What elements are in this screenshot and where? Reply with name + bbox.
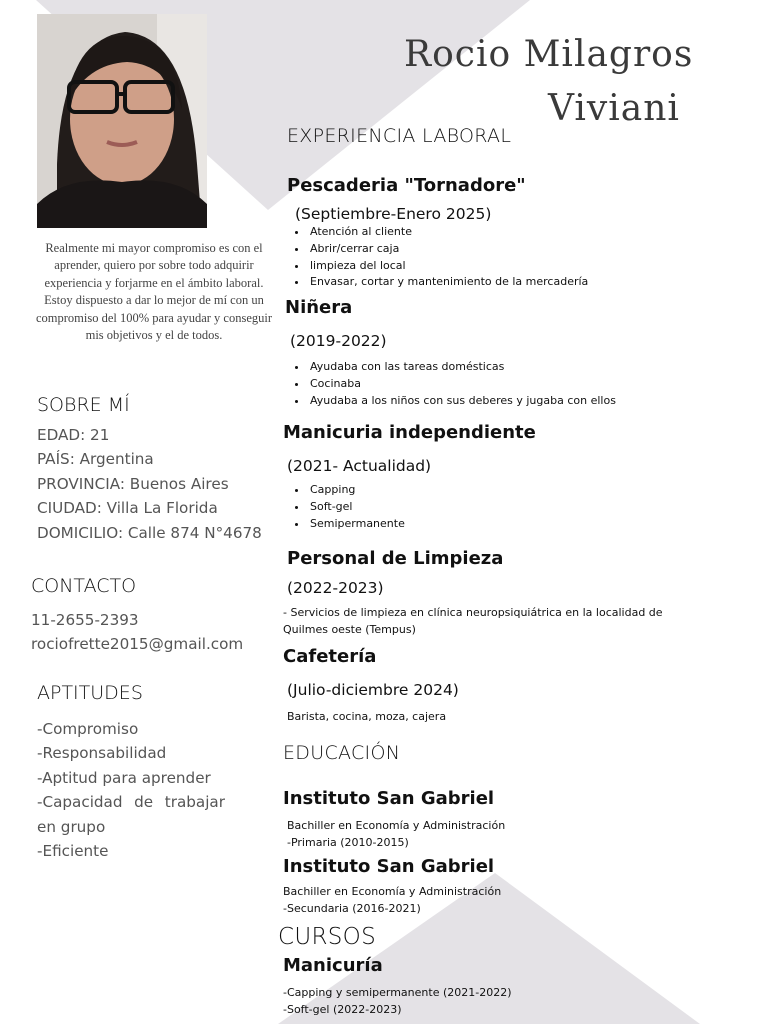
profile-photo <box>37 14 207 228</box>
job-duties-list <box>286 224 588 291</box>
educacion-title: EDUCACIÓN <box>283 742 401 764</box>
contacto-title: CONTACTO <box>31 575 137 597</box>
job-period: (Septiembre-Enero 2025) <box>295 205 492 223</box>
list-item: • Ayudaba con las tareas domésticas <box>308 359 616 376</box>
sobre-mi-details <box>37 423 262 545</box>
aptitude-item: -Compromiso <box>37 720 139 738</box>
list-item: • Ayudaba a los niños con sus deberes y jugaba con ellos <box>308 393 616 410</box>
list-item: • Atención al cliente <box>308 224 588 241</box>
aptitudes-list <box>37 717 225 863</box>
aptitude-item: en grupo <box>37 817 106 836</box>
list-item: • Soft-gel <box>308 499 405 516</box>
sobre-mi-title: SOBRE MÍ <box>37 394 130 416</box>
sobre-mi-line: EDAD: 21 <box>37 426 110 444</box>
course-name: Manicuría <box>283 955 383 976</box>
sobre-mi-line: CIUDAD: Villa La Florida <box>37 499 218 518</box>
job-period: (2019-2022) <box>290 332 387 350</box>
job-description: Barista, cocina, moza, cajera <box>287 710 447 723</box>
aptitude-item: -Eficiente <box>37 842 109 861</box>
education-details <box>287 818 505 852</box>
education-line: -Secundaria (2016-2021) <box>283 901 421 915</box>
sobre-mi-line: PROVINCIA: Buenos Aires <box>37 474 229 493</box>
education-line: Bachiller en Economía y Administración <box>287 819 506 832</box>
education-line: -Primaria (2010-2015) <box>287 835 409 849</box>
intro-paragraph: Realmente mi mayor compromiso es con el aprender, quiero por sobre todo adquirir experiencia y forjarme en el ámbito laboral. Estoy dispuesto a dar lo mejor de mí con un compromiso del 100% para ayudar y conseguir mis objetivos y el de todos. <box>35 241 273 343</box>
list-item: • Abrir/cerrar caja <box>308 241 588 258</box>
education-line: Bachiller en Economía y Administración <box>283 885 502 898</box>
cursos-title: CURSOS <box>278 924 376 950</box>
aptitude-item: -Responsabilidad <box>37 744 167 763</box>
aptitude-item: -Aptitud para aprender <box>37 768 211 787</box>
aptitude-item: -Capacidad de trabajar <box>37 793 225 812</box>
job-description: - Servicios de limpieza en clínica neuropsiquiátrica en la localidad de Quilmes oeste (Tempus) <box>283 606 663 636</box>
job-title: Manicuria independiente <box>283 422 536 443</box>
name-first-line: Rocio Milagros <box>404 34 694 75</box>
job-period: (Julio-diciembre 2024) <box>287 681 459 699</box>
list-item: • Envasar, cortar y mantenimiento de la mercadería <box>308 274 588 291</box>
list-item: • limpieza del local <box>308 258 588 275</box>
name-second-line: Viviani <box>548 88 680 129</box>
school-name: Instituto San Gabriel <box>283 788 495 809</box>
list-item: • Capping <box>308 482 405 499</box>
sobre-mi-line: DOMICILIO: Calle 874 N°4678 <box>37 523 262 542</box>
job-period: (2022-2023) <box>287 579 384 597</box>
experiencia-title: EXPERIENCIA LABORAL <box>287 125 512 147</box>
sobre-mi-line: PAÍS: Argentina <box>37 450 154 469</box>
aptitudes-title: APTITUDES <box>37 682 143 704</box>
phone-number: 11-2655-2393 <box>31 611 139 629</box>
education-details <box>283 884 501 918</box>
email-address[interactable]: rociofrette2015@gmail.com <box>31 635 244 654</box>
school-name: Instituto San Gabriel <box>283 856 495 877</box>
contacto-details <box>31 608 243 657</box>
job-period: (2021- Actualidad) <box>287 457 432 475</box>
list-item: • Cocinaba <box>308 376 616 393</box>
course-line: -Soft-gel (2022-2023) <box>283 1002 402 1016</box>
job-title: Personal de Limpieza <box>287 548 504 569</box>
job-title: Pescaderia "Tornadore" <box>287 175 526 196</box>
list-item: • Semipermanente <box>308 516 405 533</box>
course-details <box>283 985 512 1019</box>
job-title: Niñera <box>285 297 353 318</box>
job-duties-list <box>286 359 616 409</box>
course-line: -Capping y semipermanente (2021-2022) <box>283 986 512 999</box>
job-duties-list <box>286 482 405 532</box>
job-title: Cafetería <box>283 646 377 667</box>
